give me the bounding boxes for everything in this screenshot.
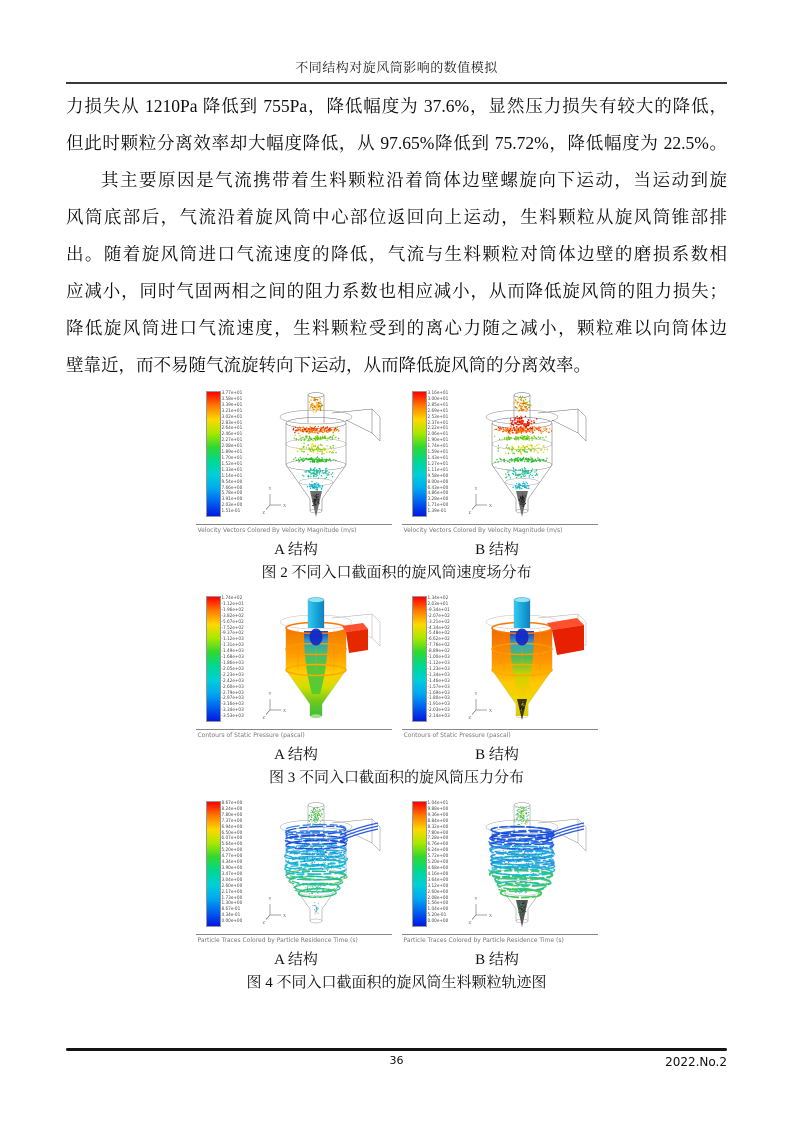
- colorbar-tick-label: 4.86e+00: [427, 490, 449, 496]
- figure-3-panel-a: [196, 592, 392, 739]
- colorbar-tick-label: 1.71e+00: [427, 502, 449, 508]
- text-line: 壁靠近，而不易随气流旋转向下运动，从而降低旋风筒的分离效率。: [66, 355, 591, 375]
- colorbar-tick-label: 0.00e+00: [427, 918, 449, 924]
- colorbar-tick-label: 2.22e+01: [427, 425, 449, 431]
- colorbar-tick-label: 4.34e+00: [221, 859, 243, 865]
- colorbar: [206, 801, 221, 927]
- colorbar-tick-label: 5.72e+00: [427, 853, 449, 859]
- colorbar-tick-label: 5.78e+00: [221, 490, 243, 496]
- colorbar-tick-label: 1.43e+01: [427, 454, 449, 460]
- colorbar-tick-label: 1.56e+00: [427, 900, 449, 906]
- svg-text:X: X: [488, 708, 492, 713]
- colorbar-tick-label: -2.23e+03: [221, 671, 244, 677]
- colorbar-tick-label: 1.70e+01: [221, 454, 243, 460]
- page-footer: [66, 1048, 727, 1067]
- svg-text:Z: Z: [468, 920, 471, 925]
- colorbar-tick-label: 1.89e+01: [221, 449, 243, 455]
- colorbar-tick-label: 2.60e+00: [221, 882, 243, 888]
- figure-2-row: [196, 387, 598, 534]
- colorbar-tick-label: 1.51e-01: [221, 508, 241, 514]
- cyclone-plot: [456, 592, 596, 728]
- colorbar-tick-label: 2.37e+01: [427, 419, 449, 425]
- colorbar-tick-label: -1.57e+03: [427, 683, 450, 689]
- figure-4-panel-b: [402, 797, 598, 944]
- cyclone-plot: [250, 592, 390, 728]
- colorbar-tick-label: -5.67e+02: [221, 618, 244, 624]
- text-line: 应减小，同时气固两相之间的阻力系数也相应减小，从而降低旋风筒的阻力损失；: [66, 281, 727, 301]
- svg-text:Z: Z: [468, 510, 471, 515]
- colorbar-tick-label: 1.59e+01: [427, 449, 449, 455]
- colorbar-tick-label: 3.91e+00: [221, 496, 243, 502]
- cfd-plot: [402, 387, 598, 523]
- cfd-plot: [196, 387, 392, 523]
- colorbar: [206, 596, 221, 722]
- page-content: [66, 0, 727, 992]
- panel-label: B 结构: [475, 542, 519, 558]
- svg-text:Z: Z: [468, 715, 471, 720]
- colorbar-tick-label: 5.20e+00: [221, 847, 243, 853]
- colorbar-tick-label: -9.34e+01: [427, 606, 450, 612]
- colorbar-tick-label: 2.53e+01: [427, 413, 449, 419]
- colorbar-labels: [222, 800, 243, 924]
- text-line: 其主要原因是气流携带着生料颗粒沿着筒体边壁螺旋向下运动，当运动到旋: [101, 170, 727, 190]
- colorbar-tick-label: 6.07e+00: [221, 835, 243, 841]
- colorbar-labels: [222, 390, 243, 514]
- colorbar-tick-label: 1.04e+01: [427, 800, 449, 805]
- colorbar-tick-label: -2.79e+03: [221, 689, 244, 695]
- figure-4: [196, 797, 598, 992]
- colorbar-tick-label: 7.66e+00: [221, 484, 243, 490]
- colorbar-tick-label: 2.03e+00: [221, 502, 243, 508]
- colorbar-tick-label: -8.89e+02: [427, 648, 450, 654]
- colorbar-tick-label: 1.74e+02: [221, 595, 243, 600]
- colorbar-tick-label: -1.46e+03: [427, 677, 450, 683]
- figure-3-caption: 图 3 不同入口截面积的旋风筒压力分布: [268, 770, 524, 786]
- colorbar-tick-label: -1.23e+03: [427, 665, 450, 671]
- colorbar-tick-label: 2.06e+01: [427, 431, 449, 437]
- colorbar-tick-label: 2.83e+01: [221, 419, 243, 425]
- plot-subcaption: Contours of Static Pressure (pascal): [403, 732, 511, 739]
- svg-text:X: X: [488, 503, 492, 508]
- plot-subcaption: Velocity Vectors Colored By Velocity Magnitude (m/s): [197, 527, 357, 534]
- cyclone-plot: [456, 387, 596, 523]
- colorbar-tick-label: -3.34e+03: [221, 707, 244, 713]
- colorbar-tick-label: 1.52e+01: [221, 460, 243, 466]
- figure-3-panel-labels: [196, 743, 598, 764]
- cfd-plot: [196, 797, 392, 933]
- colorbar-tick-label: 1.30e+00: [221, 900, 243, 906]
- svg-text:Y: Y: [268, 486, 272, 491]
- panel-label: A 结构: [274, 952, 318, 968]
- colorbar-tick-label: -2.42e+03: [221, 677, 244, 683]
- colorbar-tick-label: 6.24e+00: [427, 847, 449, 853]
- svg-text:Y: Y: [474, 691, 478, 696]
- colorbar-tick-label: -2.60e+03: [221, 683, 244, 689]
- colorbar-tick-label: 1.34e+02: [427, 595, 449, 600]
- cyclone-plot: [250, 387, 390, 523]
- colorbar-tick-label: -1.31e+03: [221, 642, 244, 648]
- panel-label: B 结构: [475, 952, 519, 968]
- colorbar: [206, 391, 221, 517]
- svg-text:Z: Z: [262, 715, 265, 720]
- svg-text:Z: Z: [262, 920, 265, 925]
- colorbar-tick-label: 6.76e+00: [427, 841, 449, 847]
- colorbar-tick-label: 2.08e+01: [221, 443, 243, 449]
- colorbar-tick-label: 2.69e+01: [427, 407, 449, 413]
- colorbar: [412, 596, 427, 722]
- colorbar-tick-label: 5.20e+00: [427, 859, 449, 865]
- colorbar-tick-label: 8.67e-01: [221, 906, 241, 912]
- figure-2-panel-labels: [196, 538, 598, 559]
- colorbar-tick-label: 3.16e+01: [427, 390, 449, 395]
- colorbar-tick-label: 8.84e+00: [427, 817, 449, 823]
- colorbar-tick-label: 3.00e+01: [427, 395, 449, 401]
- colorbar-tick-label: 2.85e+01: [427, 401, 449, 407]
- colorbar-tick-label: 3.28e+00: [427, 496, 449, 502]
- figure-2-panel-b: [402, 387, 598, 534]
- colorbar-tick-label: 3.58e+01: [221, 395, 243, 401]
- colorbar-tick-label: -3.53e+03: [221, 713, 244, 719]
- cfd-plot: [402, 797, 598, 933]
- colorbar-tick-label: 6.94e+00: [221, 823, 243, 829]
- colorbar-tick-label: -1.49e+03: [221, 648, 244, 654]
- colorbar-tick-label: 1.04e+00: [427, 906, 449, 912]
- figure-4-panel-a: [196, 797, 392, 944]
- paragraph-1: [66, 88, 727, 162]
- colorbar-tick-label: 9.88e+00: [427, 805, 449, 811]
- svg-text:Z: Z: [262, 510, 265, 515]
- colorbar-tick-label: -2.07e+02: [427, 612, 450, 618]
- colorbar-labels: [428, 595, 450, 719]
- colorbar-tick-label: -2.05e+03: [221, 665, 244, 671]
- body-text: [66, 88, 727, 384]
- plot-subcaption: Velocity Vectors Colored By Velocity Magnitude (m/s): [403, 527, 563, 534]
- colorbar-tick-label: 0.00e+00: [221, 918, 243, 924]
- colorbar-tick-label: 1.74e+01: [427, 443, 449, 449]
- figure-4-panel-labels: [196, 948, 598, 969]
- colorbar-tick-label: -2.14e+03: [427, 713, 450, 719]
- cyclone-plot: [250, 797, 390, 933]
- colorbar-tick-label: 6.50e+00: [221, 829, 243, 835]
- text-line: 风筒底部后，气流沿着旋风筒中心部位返回向上运动，生料颗粒从旋风筒锥部排: [66, 207, 727, 227]
- figure-2-panel-a: [196, 387, 392, 534]
- svg-text:Y: Y: [268, 896, 272, 901]
- text-line: 但此时颗粒分离效率却大幅度降低，从 97.65%降低到 75.72%，降低幅度为 22.5%。: [66, 133, 727, 153]
- colorbar-tick-label: 3.39e+01: [221, 401, 243, 407]
- colorbar-tick-label: 3.47e+00: [221, 870, 243, 876]
- issue-label: 2022.No.2: [665, 1054, 727, 1069]
- colorbar-tick-label: 2.60e+00: [427, 888, 449, 894]
- colorbar-tick-label: 4.16e+00: [427, 870, 449, 876]
- colorbar-tick-label: -1.80e+03: [427, 695, 450, 701]
- colorbar-tick-label: 6.43e+00: [427, 484, 449, 490]
- colorbar-tick-label: 3.02e+01: [221, 413, 243, 419]
- svg-text:X: X: [488, 913, 492, 918]
- colorbar-tick-label: 7.80e+00: [427, 829, 449, 835]
- plot-subcaption: Contours of Static Pressure (pascal): [197, 732, 305, 739]
- plot-subcaption: Particle Traces Colored by Particle Residence Time (s): [197, 937, 358, 944]
- colorbar-tick-label: -1.12e+03: [427, 659, 450, 665]
- colorbar-tick-label: 2.46e+01: [221, 431, 243, 437]
- colorbar-tick-label: 3.90e+00: [221, 864, 243, 870]
- colorbar-tick-label: -4.34e+02: [427, 624, 450, 630]
- text-line: 出。随着旋风筒进口气流速度的降低，气流与生料颗粒对筒体边壁的磨损系数相: [66, 244, 727, 264]
- colorbar-tick-label: 2.03e+01: [427, 600, 449, 606]
- colorbar-tick-label: 1.14e+01: [221, 472, 243, 478]
- colorbar-tick-label: -1.34e+03: [427, 671, 450, 677]
- figure-3-row: [196, 592, 598, 739]
- panel-label: A 结构: [274, 747, 318, 763]
- figure-3: [196, 592, 598, 787]
- colorbar-tick-label: 8.67e+00: [221, 800, 243, 805]
- figure-4-caption: 图 4 不同入口截面积的旋风筒生料颗粒轨迹图: [246, 975, 547, 991]
- colorbar-tick-label: -1.69e+03: [427, 689, 450, 695]
- colorbar-tick-label: 7.37e+00: [221, 817, 243, 823]
- colorbar-tick-label: 2.64e+01: [221, 425, 243, 431]
- colorbar-tick-label: 4.34e-01: [221, 912, 241, 918]
- colorbar-tick-label: 2.27e+01: [221, 437, 243, 443]
- colorbar-tick-label: 7.80e+00: [221, 811, 243, 817]
- header-rule: [66, 82, 727, 84]
- colorbar-tick-label: 9.54e+00: [221, 478, 243, 484]
- colorbar-tick-label: 1.39e-01: [427, 508, 447, 514]
- figures-area: [66, 384, 727, 992]
- colorbar-tick-label: -3.21e+02: [427, 618, 450, 624]
- paragraph-2: [66, 162, 727, 384]
- colorbar-tick-label: 1.33e+01: [221, 466, 243, 472]
- figure-4-row: [196, 797, 598, 944]
- svg-text:X: X: [282, 503, 286, 508]
- colorbar-tick-label: 1.90e+01: [427, 437, 449, 443]
- colorbar-tick-label: 9.36e+00: [427, 811, 449, 817]
- colorbar-tick-label: 7.28e+00: [427, 835, 449, 841]
- colorbar-tick-label: -1.12e+01: [221, 600, 244, 606]
- text-line: 力损失从 1210Pa 降低到 755Pa，降低幅度为 37.6%，显然压力损失有较大的降低，: [66, 96, 727, 116]
- colorbar-tick-label: -9.37e+02: [221, 630, 244, 636]
- running-head-title: 不同结构对旋风筒影响的数值模拟: [295, 60, 498, 75]
- page-number: 36: [389, 1053, 404, 1067]
- colorbar-tick-label: -3.16e+03: [221, 701, 244, 707]
- colorbar-tick-label: 3.04e+00: [221, 876, 243, 882]
- colorbar-tick-label: -5.48e+02: [427, 630, 450, 636]
- colorbar-tick-label: 1.27e+01: [427, 460, 449, 466]
- colorbar-tick-label: -1.96e+02: [221, 606, 244, 612]
- cfd-plot: [402, 592, 598, 728]
- colorbar-tick-label: -2.97e+03: [221, 695, 244, 701]
- colorbar-tick-label: 5.20e-01: [427, 912, 447, 918]
- figure-3-panel-b: [402, 592, 598, 739]
- colorbar-tick-label: 2.08e+00: [427, 894, 449, 900]
- plot-subcaption: Particle Traces Colored by Particle Residence Time (s): [403, 937, 564, 944]
- colorbar-tick-label: 1.11e+01: [427, 466, 449, 472]
- colorbar-tick-label: 4.68e+00: [427, 864, 449, 870]
- colorbar-tick-label: 2.17e+00: [221, 888, 243, 894]
- colorbar-tick-label: -1.00e+03: [427, 654, 450, 660]
- svg-text:X: X: [282, 913, 286, 918]
- colorbar-tick-label: 3.64e+00: [427, 876, 449, 882]
- colorbar-tick-label: 3.77e+01: [221, 390, 243, 395]
- colorbar-tick-label: 5.64e+00: [221, 841, 243, 847]
- colorbar-tick-label: -7.52e+02: [221, 624, 244, 630]
- colorbar-tick-label: 8.24e+00: [221, 805, 243, 811]
- panel-label: A 结构: [274, 542, 318, 558]
- panel-label: B 结构: [475, 747, 519, 763]
- colorbar-tick-label: -2.03e+03: [427, 707, 450, 713]
- colorbar-tick-label: -6.62e+02: [427, 636, 450, 642]
- colorbar-tick-label: 8.32e+00: [427, 823, 449, 829]
- text-line: 降低旋风筒进口气流速度，生料颗粒受到的离心力随之减小，颗粒难以向筒体边: [66, 318, 727, 338]
- colorbar-tick-label: -1.68e+03: [221, 654, 244, 660]
- colorbar-tick-label: 9.58e+00: [427, 472, 449, 478]
- colorbar-tick-label: -1.12e+03: [221, 636, 244, 642]
- colorbar-tick-label: 1.73e+00: [221, 894, 243, 900]
- colorbar-tick-label: 8.00e+00: [427, 478, 449, 484]
- svg-text:X: X: [282, 708, 286, 713]
- colorbar: [412, 391, 427, 517]
- colorbar-tick-label: -1.91e+03: [427, 701, 450, 707]
- colorbar-labels: [222, 595, 244, 719]
- cfd-plot: [196, 592, 392, 728]
- svg-text:Y: Y: [474, 486, 478, 491]
- colorbar-labels: [428, 800, 449, 924]
- footer-row: [66, 1054, 727, 1067]
- colorbar-tick-label: 3.21e+01: [221, 407, 243, 413]
- colorbar-tick-label: -7.76e+02: [427, 642, 450, 648]
- colorbar: [412, 801, 427, 927]
- svg-text:Y: Y: [474, 896, 478, 901]
- colorbar-tick-label: 3.12e+00: [427, 882, 449, 888]
- footer-rule: [66, 1048, 727, 1051]
- colorbar-tick-label: -3.82e+02: [221, 612, 244, 618]
- figure-2-caption: 图 2 不同入口截面积的旋风筒速度场分布: [261, 565, 532, 581]
- figure-2: [196, 387, 598, 582]
- svg-text:Y: Y: [268, 691, 272, 696]
- cyclone-plot: [456, 797, 596, 933]
- colorbar-labels: [428, 390, 449, 514]
- colorbar-tick-label: -1.86e+03: [221, 659, 244, 665]
- colorbar-tick-label: 4.77e+00: [221, 853, 243, 859]
